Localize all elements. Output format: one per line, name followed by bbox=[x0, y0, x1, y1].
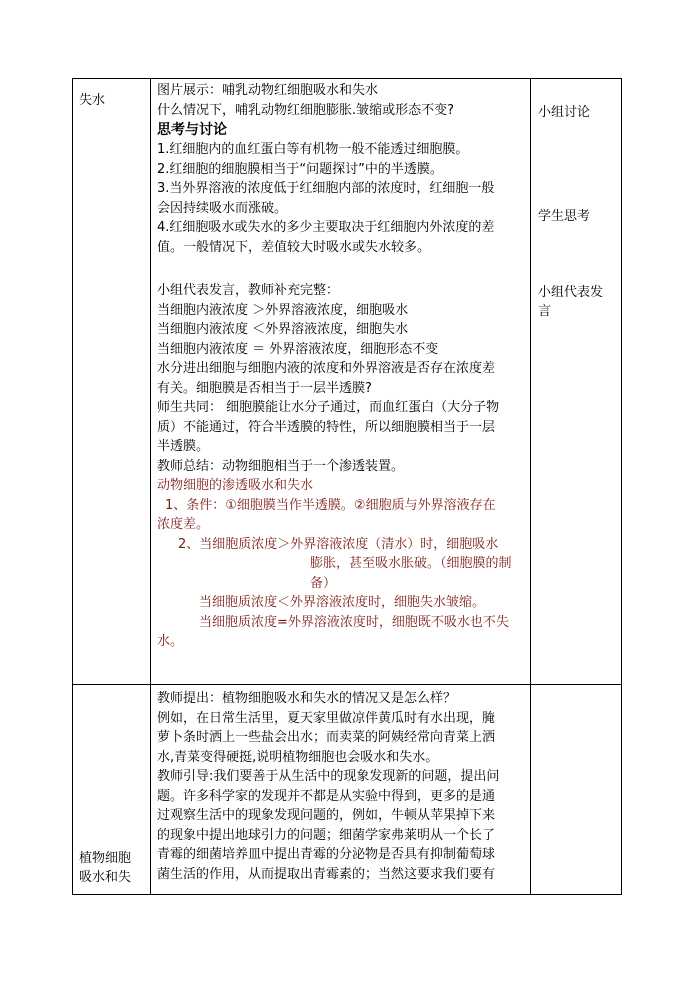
table-row bbox=[73, 685, 622, 895]
topic-cell bbox=[73, 79, 151, 685]
subheading: 动物细胞的渗透吸水和失水 bbox=[157, 478, 314, 493]
topic-label: 失水 bbox=[79, 93, 106, 108]
text-line: 图片展示：哺乳动物红细胞吸水和失水 bbox=[157, 83, 379, 98]
text-line: 质）不能通过，符合半透膜的特性，所以细胞膜相当于一层 bbox=[157, 419, 496, 435]
text-line: 当细胞内液浓度 ＞外界溶液浓度，细胞吸水 bbox=[157, 302, 409, 318]
text-line: 3.当外界溶液的浓度低于红细胞内部的浓度时，红细胞一般 bbox=[157, 181, 495, 196]
text-line: 教师引导:我们要善于从生活中的现象发现新的问题，提出问 bbox=[157, 769, 500, 784]
text-line: 青霉的细菌培养皿中提出青霉的分泌物是否具有抑制葡萄球 bbox=[157, 847, 496, 862]
text-line: 2.红细胞的细胞膜相当于“问题探讨”中的半透膜。 bbox=[157, 161, 443, 177]
text-line: 1、条件：①细胞膜当作半透膜。②细胞质与外界溶液存在 bbox=[165, 497, 496, 513]
topic-label-line: 吸水和失 bbox=[79, 870, 132, 885]
text-line: 题。许多科学家的发现并不都是从实验中得到，更多的是通 bbox=[157, 788, 496, 804]
text-line: 什么情况下，哺乳动物红细胞膨胀.皱缩或形态不变? bbox=[157, 102, 455, 118]
text-line: 2、当细胞质浓度＞外界溶液浓度（清水）时，细胞吸水 bbox=[178, 536, 499, 552]
text-line: 教师总结：动物细胞相当于一个渗透装置。 bbox=[157, 458, 405, 474]
content-cell bbox=[151, 79, 531, 685]
text-line: 4.红细胞吸水或失水的多少主要取决于红细胞内外浓度的差 bbox=[157, 220, 495, 235]
text-line: 水,青菜变得硬挺,说明植物细胞也会吸水和失水。 bbox=[157, 749, 439, 765]
text-line: 当细胞内液浓度 ＜外界溶液浓度，细胞失水 bbox=[157, 322, 409, 337]
text-line: 小组代表发言，教师补充完整： bbox=[157, 283, 340, 298]
activity-note: 言 bbox=[538, 304, 552, 319]
text-line: 会因持续吸水而涨破。 bbox=[157, 200, 288, 216]
text-line: 有关。细胞膜是否相当于一层半透膜? bbox=[157, 380, 372, 396]
text-line: 水分进出细胞与细胞内液的浓度和外界溶液是否存在浓度差 bbox=[157, 361, 496, 376]
activity-note: 小组讨论 bbox=[538, 105, 591, 120]
text-line: 当细胞质浓度＜外界溶液浓度时，细胞失水皱缩。 bbox=[199, 595, 486, 610]
text-line: 浓度差。 bbox=[157, 517, 210, 532]
text-line: 菌生活的作用，从而提取出青霉素的；当然这要求我们要有 bbox=[157, 866, 496, 882]
text-line: 1.红细胞内的血红蛋白等有机物一般不能透过细胞膜。 bbox=[157, 142, 469, 157]
text-line: 水。 bbox=[157, 634, 184, 649]
text-line: 的现象中提出地球引力的问题；细菌学家弗莱明从一个长了 bbox=[157, 827, 496, 843]
table-row bbox=[73, 79, 622, 685]
text-line: 师生共同： 细胞膜能让水分子通过，而血红蛋白（大分子物 bbox=[157, 400, 500, 415]
content-cell bbox=[151, 685, 531, 895]
text-line: 当细胞质浓度=外界溶液浓度时，细胞既不吸水也不失 bbox=[199, 614, 509, 630]
activity-note: 小组代表发 bbox=[538, 285, 604, 300]
text-line: 当细胞内液浓度 ＝ 外界溶液浓度，细胞形态不变 bbox=[157, 341, 439, 357]
topic-cell bbox=[73, 685, 151, 895]
text-line: 备） bbox=[310, 575, 337, 591]
topic-label-line: 植物细胞 bbox=[79, 851, 132, 866]
lesson-plan-table bbox=[72, 78, 621, 895]
text-line: 例如，在日常生活里，夏天家里做凉伴黄瓜时有水出现，腌 bbox=[157, 710, 496, 726]
text-line: 教师提出：植物细胞吸水和失水的情况又是怎么样？ bbox=[157, 691, 457, 706]
activity-cell bbox=[531, 79, 622, 685]
text-line: 过观察生活中的现象发现问题的，例如，牛顿从苹果掉下来 bbox=[157, 808, 496, 823]
text-line: 值。一般情况下，差值较大时吸水或失水较多。 bbox=[157, 239, 431, 255]
section-heading: 思考与讨论 bbox=[157, 122, 227, 138]
activity-cell bbox=[531, 685, 622, 895]
text-line: 萝卜条时洒上一些盐会出水；而卖菜的阿姨经常向青菜上洒 bbox=[157, 730, 496, 745]
text-line: 膨胀，甚至吸水胀破。（细胞膜的制 bbox=[310, 556, 512, 571]
activity-note: 学生思考 bbox=[538, 209, 591, 224]
text-line: 半透膜。 bbox=[157, 439, 210, 454]
